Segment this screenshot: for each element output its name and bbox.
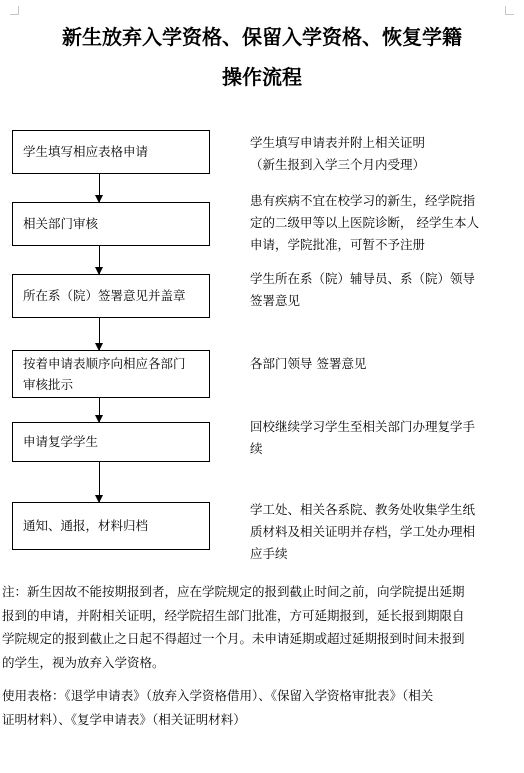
flow-step-4-label-line1: 按着申请表顺序向相应各部门	[23, 356, 186, 371]
flow-arrow-3	[99, 318, 100, 350]
flow-step-2-box	[12, 202, 210, 246]
document-title: 新生放弃入学资格、保留入学资格、恢复学籍	[62, 25, 462, 49]
flow-step-1-label: 学生填写相应表格申请	[23, 144, 149, 159]
page-corner-mark-left	[10, 6, 19, 15]
flow-step-6-description: 学工处、相关各系院、教务处收集学生纸 质材料及相关证明并存档，学工处办理相 应手续	[250, 502, 476, 561]
document-subtitle: 操作流程	[222, 65, 302, 89]
flow-step-2-description: 患有疾病不宜在校学习的新生，经学院指 定的二级甲等以上医院诊断， 经学生本人 申请，学院批准，可暂不予注册	[250, 193, 479, 252]
forms-paragraph: 使用表格：《退学申请表》（放弃入学资格借用）、《保留入学资格审批表》（相关 证明材料）、《复学申请表》（相关证明材料）	[2, 688, 434, 727]
note-paragraph: 注：新生因故不能按期报到者，应在学院规定的报到截止时间之前，向学院提出延期 报到的申请，并附相关证明，经学院招生部门批准，方可延期报到，延长报到期限自 学院规定的报到截止之日起不得超过一个月。未申请延期或超过延期报到时间未报到 的学生，视为放弃入学资格。	[2, 584, 465, 670]
flow-step-6-box	[12, 502, 210, 550]
flow-arrow-1	[99, 174, 100, 202]
flow-arrow-5	[99, 462, 100, 502]
flow-step-3-description: 学生所在系（院）辅导员、系（院）领导 签署意见	[250, 271, 476, 308]
flow-step-5-box	[12, 422, 210, 462]
flow-step-1-box	[12, 130, 210, 174]
flow-step-2-label: 相关部门审核	[23, 216, 99, 231]
flow-step-5-description: 回校继续学习学生至相关部门办理复学手 续	[250, 419, 476, 456]
page-corner-mark-right	[505, 6, 514, 15]
flow-step-4-description: 各部门领导 签署意见	[250, 356, 367, 371]
flow-step-3-label: 所在系（院）签署意见并盖章	[23, 288, 186, 303]
flow-step-3-box	[12, 274, 210, 318]
flow-arrow-2	[99, 246, 100, 274]
flow-step-4-box	[12, 350, 210, 398]
flow-step-4-label-line2: 审核批示	[23, 377, 74, 392]
flow-arrow-4	[99, 398, 100, 422]
flow-step-5-label: 申请复学学生	[23, 434, 99, 449]
flow-step-6-label: 通知、通报，材料归档	[23, 518, 149, 533]
flow-step-1-description: 学生填写申请表并附上相关证明 （新生报到入学三个月内受理）	[250, 135, 426, 172]
